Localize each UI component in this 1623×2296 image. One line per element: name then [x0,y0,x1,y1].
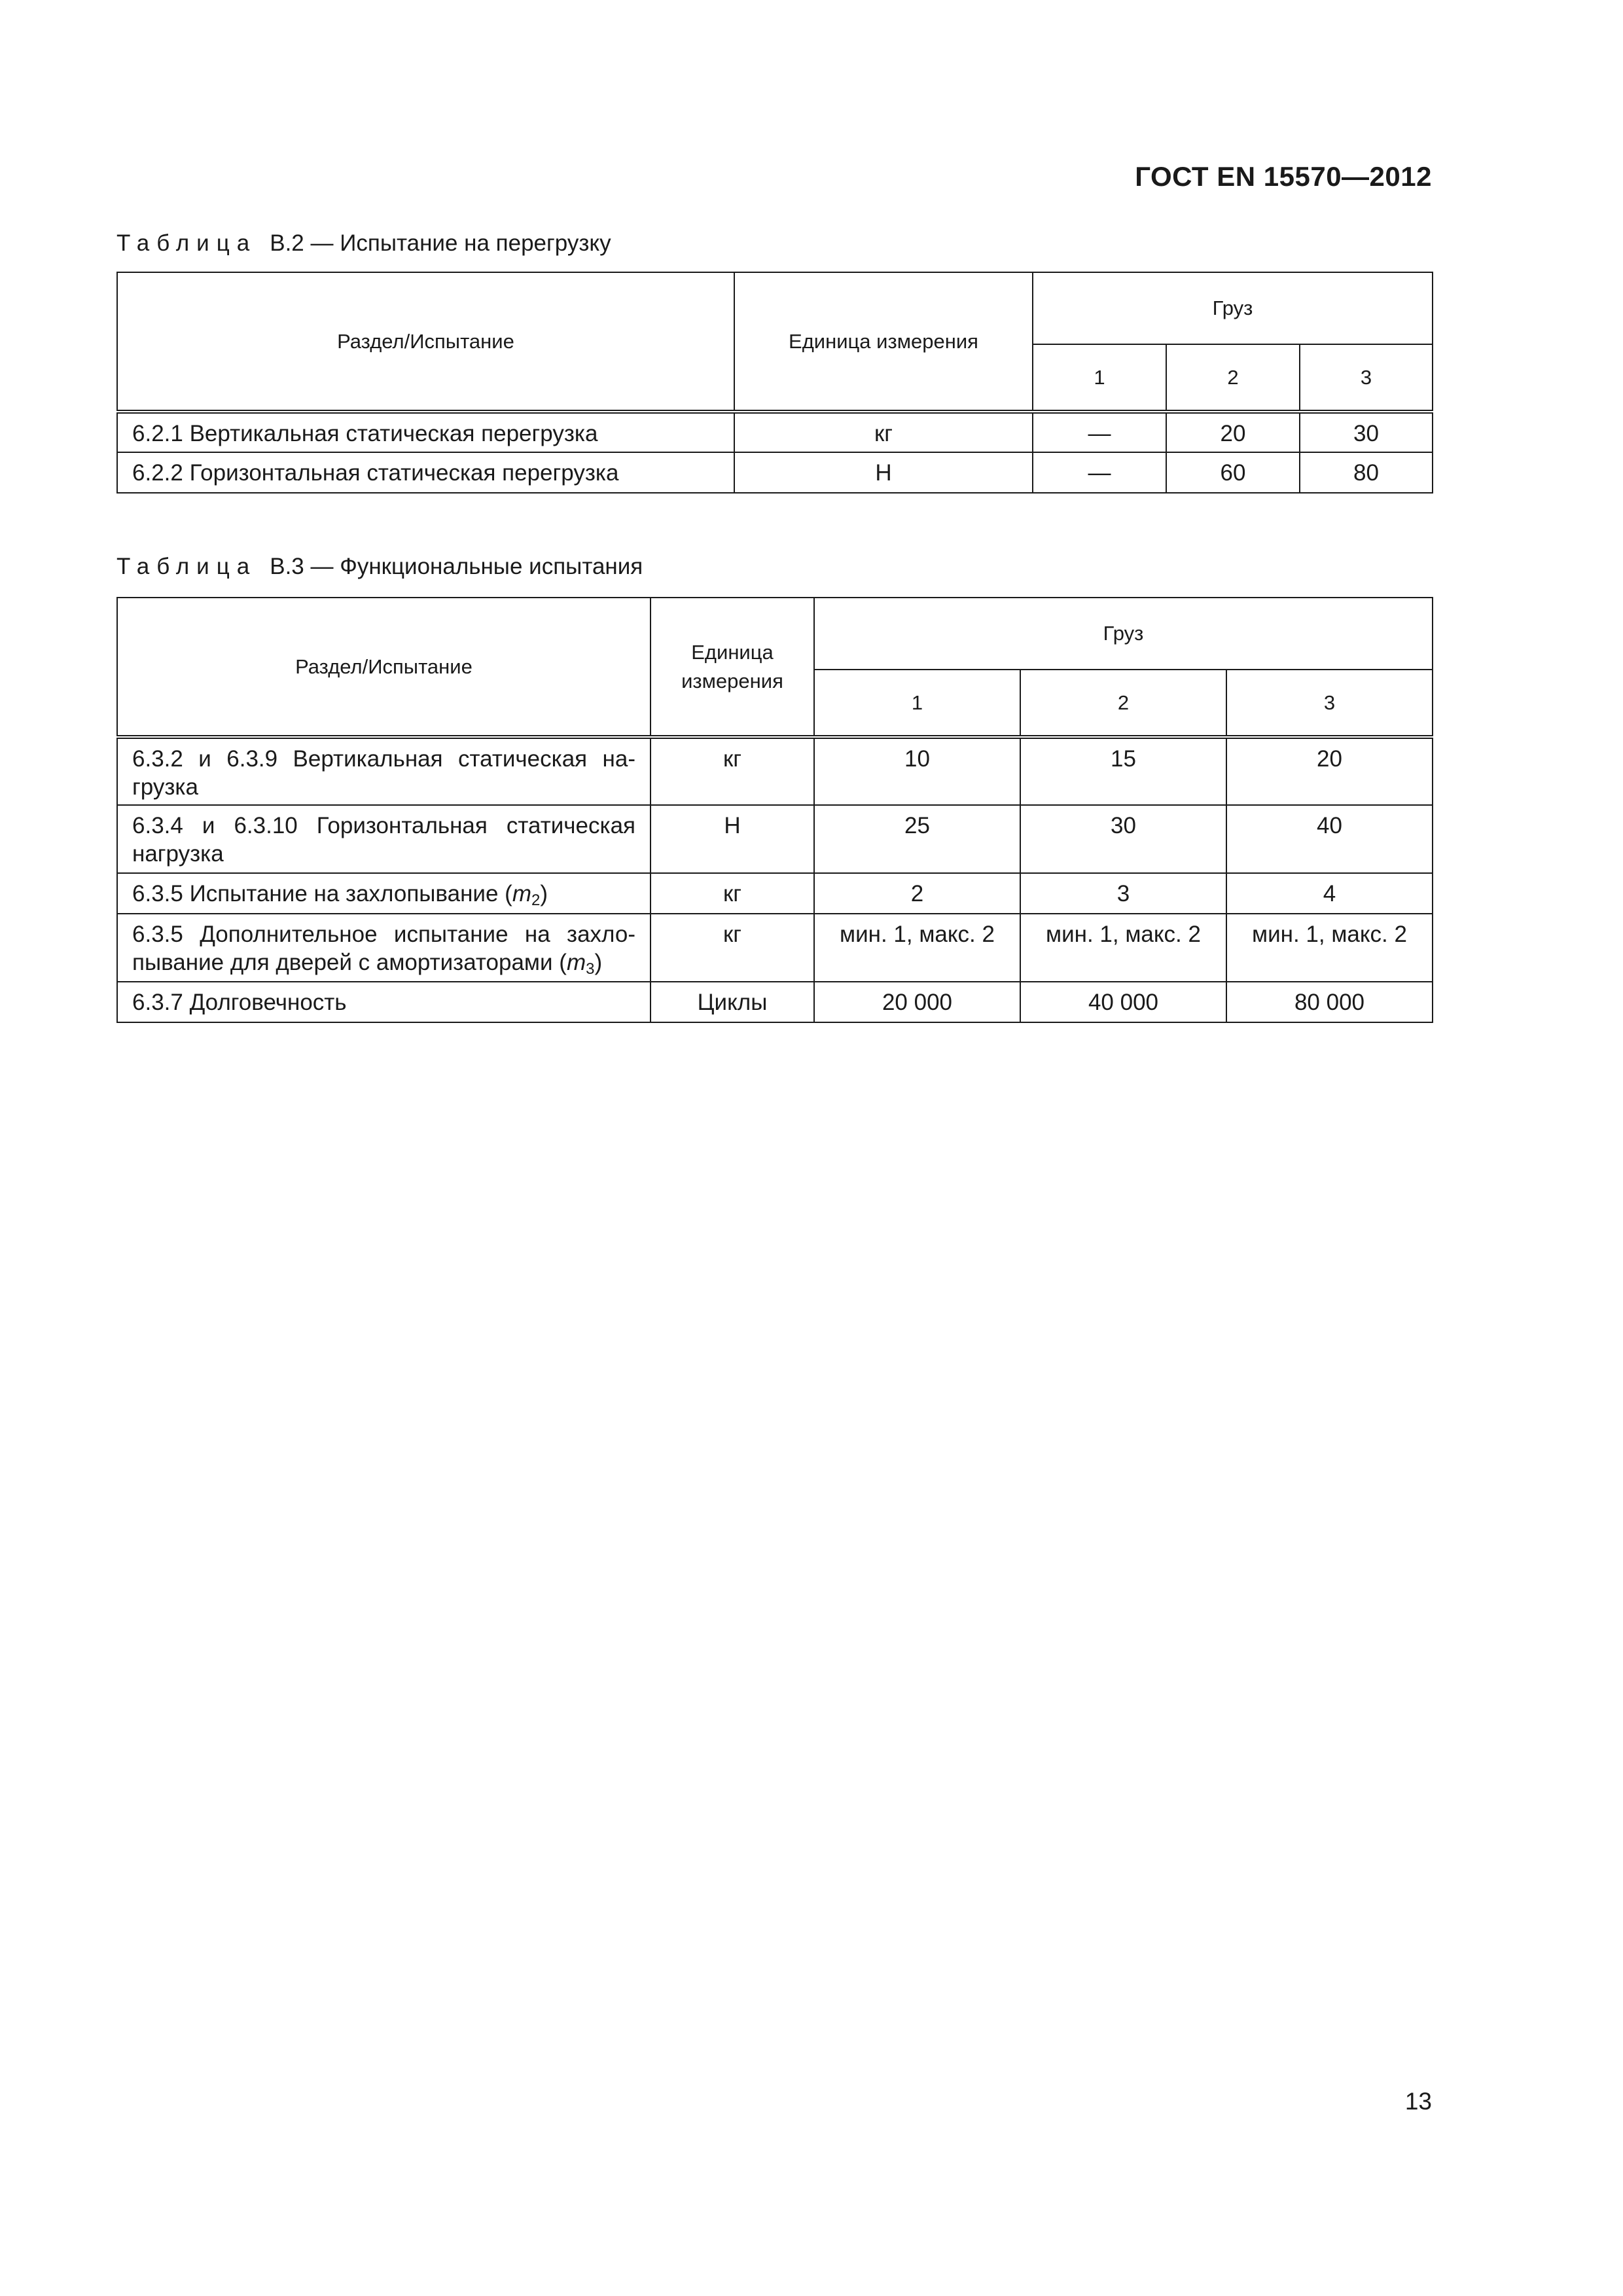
table-row [117,737,1433,805]
table-row [117,412,1433,452]
table-b3-caption-text: В.3 — Функциональные испытания [270,554,643,579]
table-row [117,452,1433,493]
document-code: ГОСТ EN 15570—2012 [1135,161,1432,192]
table-b3-row5-unit: Циклы [651,982,814,1022]
table-b2-header-unit: Единица измерения [734,272,1033,412]
table-b3-row2-load-3: 40 [1226,805,1433,873]
table-b3-header-load-2: 2 [1020,670,1226,737]
table-b2-header-load-2: 2 [1166,344,1300,412]
page-number: 13 [1404,2088,1432,2115]
table-b2-row1-load-1: — [1033,412,1166,452]
table-b3-row2-unit: Н [651,805,814,873]
table-b3-row1-section: 6.3.2 и 6.3.9 Вертикальная статическая на-грузка [117,737,651,805]
table-b3-row1-load-2: 15 [1020,737,1226,805]
table-b3-row1-load-1: 10 [814,737,1020,805]
table-b3-header-load: Груз [814,598,1433,670]
table-b3-row4-load-3: мин. 1, макс. 2 [1226,914,1433,982]
table-row [117,805,1433,873]
table-b2-row1-unit: кг [734,412,1033,452]
table-b2-caption-text: В.2 — Испытание на перегрузку [270,230,611,256]
table-b2-row1-section: 6.2.1 Вертикальная статическая перегрузка [117,412,734,452]
table-b3-header-unit [651,598,814,737]
table-b3-row1-unit: кг [651,737,814,805]
table-b3-row3-section-text: 6.3.5 Испытание на захлопывание ( [132,881,512,906]
mass-subscript: 2 [531,891,541,909]
table-b3-row4-section-close: ) [594,949,603,975]
table-b3-row3-load-1: 2 [814,873,1020,914]
mass-symbol: m [566,949,586,975]
table-b3-row2-section: 6.3.4 и 6.3.10 Горизонтальная статическая нагрузка [117,805,651,873]
table-b3-caption [116,554,643,580]
table-b3-row5-load-3: 80 000 [1226,982,1433,1022]
table-b2-caption [116,230,611,257]
table-b2-header-load-3: 3 [1300,344,1433,412]
table-b3-row5-section: 6.3.7 Долговечность [117,982,651,1022]
table-b2-header-load-1: 1 [1033,344,1166,412]
table-b3-row5-load-2: 40 000 [1020,982,1226,1022]
table-b2-header-section: Раздел/Испытание [117,272,734,412]
table-row [117,873,1433,914]
table-b3-header-unit-line2: измерения [681,669,783,692]
table-b3-header-unit-line1: Единица [691,641,774,664]
mass-symbol: m [512,881,531,906]
table-b3-row1-load-3: 20 [1226,737,1433,805]
table-row [117,982,1433,1022]
table-row [117,914,1433,982]
table-b3-caption-prefix: Таблица [116,554,257,579]
table-b2-row1-load-3: 30 [1300,412,1433,452]
table-b3 [116,597,1433,1023]
table-b2-header-load: Груз [1033,272,1433,344]
table-b3-row3-section [117,873,651,914]
table-b3-row4-section-text: 6.3.5 Дополнительное испытание на захло-пывание для дверей с амортизаторами ( [132,922,635,975]
table-b2-row1-load-2: 20 [1166,412,1300,452]
table-b3-row3-section-close: ) [540,881,548,906]
table-b3-header-load-1: 1 [814,670,1020,737]
table-b3-row2-load-1: 25 [814,805,1020,873]
table-b3-row2-load-2: 30 [1020,805,1226,873]
table-b3-row4-load-2: мин. 1, макс. 2 [1020,914,1226,982]
table-b3-row4-unit: кг [651,914,814,982]
table-b3-row5-load-1: 20 000 [814,982,1020,1022]
table-b3-row4-load-1: мин. 1, макс. 2 [814,914,1020,982]
table-b2 [116,272,1433,493]
table-b3-header-load-3: 3 [1226,670,1433,737]
table-b3-header-section: Раздел/Испытание [117,598,651,737]
table-b2-row2-load-3: 80 [1300,452,1433,493]
table-b2-row2-unit: Н [734,452,1033,493]
table-b2-row2-load-2: 60 [1166,452,1300,493]
table-b3-row4-section [117,914,651,982]
table-b2-caption-prefix: Таблица [116,230,257,256]
table-b3-row3-load-2: 3 [1020,873,1226,914]
table-b3-row3-unit: кг [651,873,814,914]
mass-subscript: 3 [586,960,595,978]
table-b3-row3-load-3: 4 [1226,873,1433,914]
table-b2-row2-section: 6.2.2 Горизонтальная статическая перегрузка [117,452,734,493]
table-b2-row2-load-1: — [1033,452,1166,493]
